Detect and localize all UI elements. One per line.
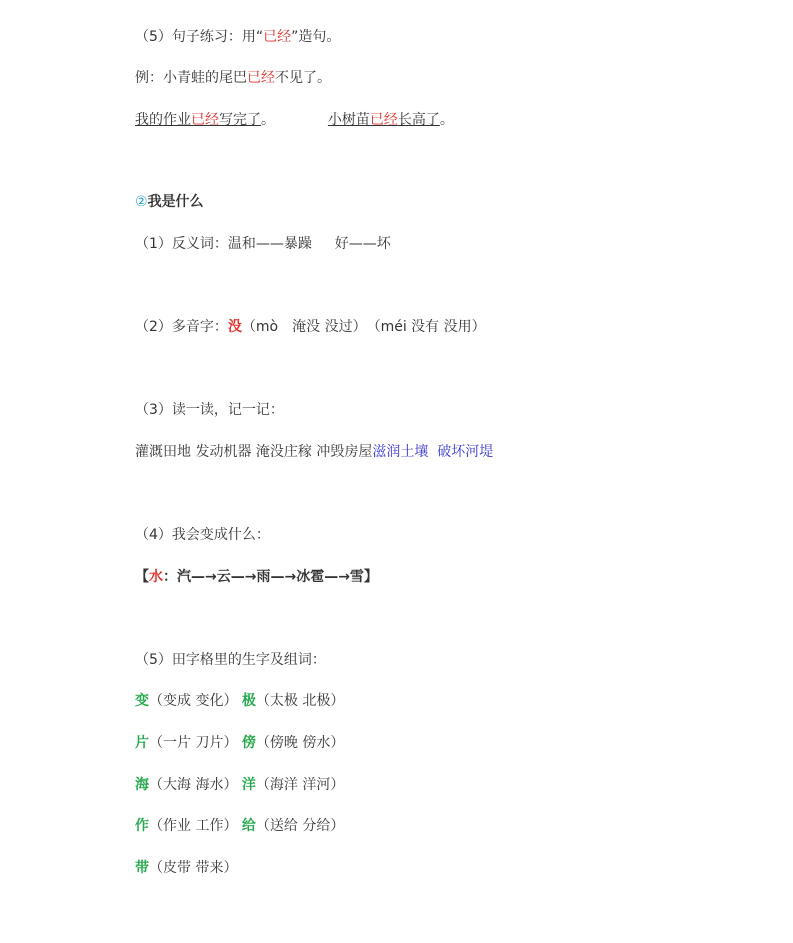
vocab-row: 带（皮带 带来） xyxy=(135,860,238,876)
section-title: 我是什么 xyxy=(147,194,204,210)
polyphone-char: 没 xyxy=(227,319,242,335)
vocab-row: 片（一片 刀片） 傍（傍晚 傍水） xyxy=(135,735,345,751)
water-cycle-line: 【水：汽—→云—→雨—→冰雹—→雪】 xyxy=(135,569,378,585)
polyphone-line: （2）多音字：没（mò 淹没 没过） （méi 没有 没用） xyxy=(135,319,486,335)
change-title: （4）我会变成什么： xyxy=(135,527,270,543)
vocab-row: 海（大海 海水） 洋（海洋 洋河） xyxy=(135,777,345,793)
practice-sentences: 我的作业已经写完了。 小树苗已经长高了。 xyxy=(135,112,454,128)
highlight-yijing: 已经 xyxy=(247,70,275,86)
highlight-yijing: 已经 xyxy=(263,29,292,45)
vocab-row: 变（变成 变化） 极（太极 北极） xyxy=(135,693,345,709)
grid-title: （5）田字格里的生字及组词： xyxy=(135,652,326,668)
sentence-2: 小树苗已经长高了 xyxy=(327,112,440,128)
sentence-practice-title: （5）句子练习：用“已经”造句。 xyxy=(135,29,341,45)
blue-word: 破坏河堤 xyxy=(437,444,494,460)
section-heading xyxy=(135,192,204,212)
example-sentence: 例：小青蛙的尾巴已经不见了。 xyxy=(135,70,331,86)
sentence-1: 我的作业已经写完了 xyxy=(135,112,261,128)
water-char: 水 xyxy=(149,569,163,585)
read-title: （3）读一读，记一记： xyxy=(135,402,284,418)
antonyms-line: （1）反义词：温和——暴躁 好——坏 xyxy=(135,236,391,252)
blue-word: 滋润土壤 xyxy=(372,444,429,460)
vocab-row: 作（作业 工作） 给（送给 分给） xyxy=(135,818,345,834)
circled-number-icon: ② xyxy=(135,194,148,210)
read-words: 灌溉田地 发动机器 淹没庄稼 冲毁房屋滋润土壤 破坏河堤 xyxy=(135,444,494,460)
